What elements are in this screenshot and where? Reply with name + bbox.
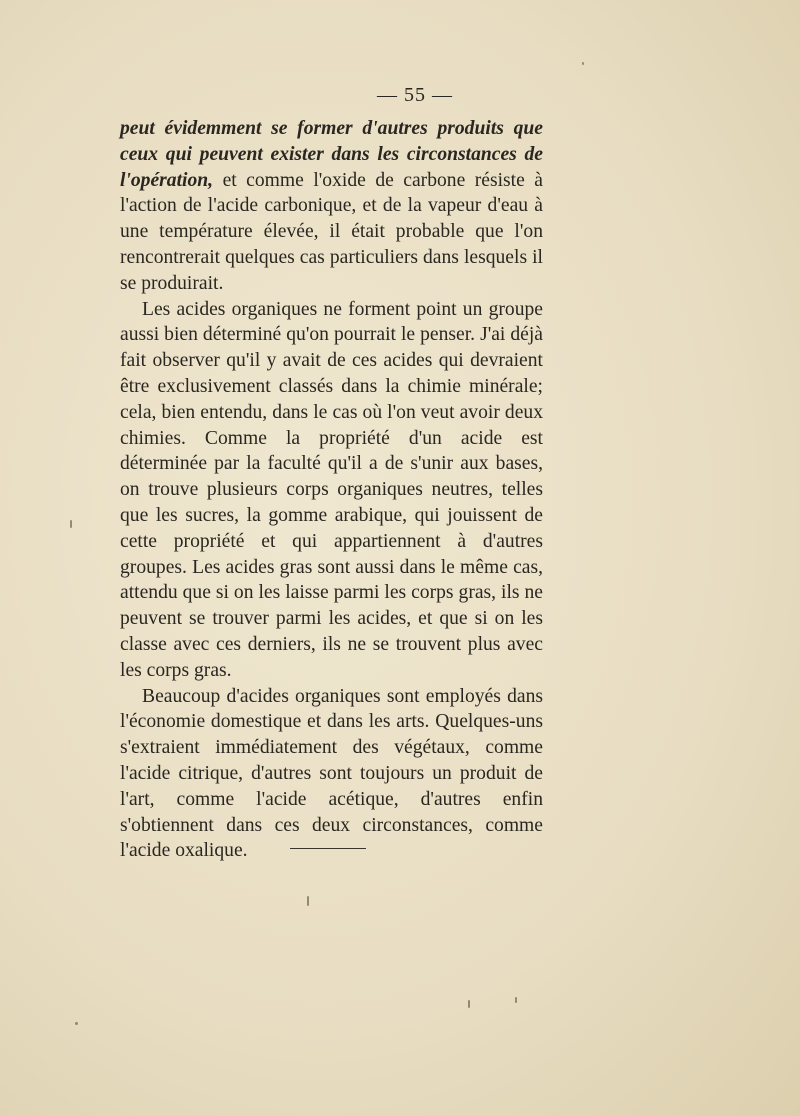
body-text [120, 116, 543, 864]
speck [468, 1000, 470, 1008]
speck [75, 1022, 78, 1025]
paragraph-2 [120, 297, 543, 684]
paragraph-3-text: Beaucoup d'acides organiques sont employés dans l'économie domestique et dans les arts. Quelques-uns s'extraient immédiatement des végétaux, comme l'acide citrique, d'autres sont toujours un produit de l'art, comme l'acide acétique, d'autres enfin s'obtiennent dans ces deux circonstances, comme l'acide oxalique. [120, 685, 543, 862]
paragraph-1-italic-lead: peut évidemment se former d'autres produits que ceux qui peuvent exister dans les circonstances de l'opération, [120, 118, 543, 191]
paragraph-1 [120, 116, 543, 297]
speck [582, 62, 584, 65]
page-number: — 55 — [377, 84, 453, 106]
speck [70, 520, 72, 528]
paragraph-2-text: Les acides organiques ne forment point un groupe aussi bien déterminé qu'on pourrait le penser. J'ai déjà fait observer qu'il y avait de ces acides qui devraient être exclusivement classés dans la chimie minérale; cela, bien entendu, dans le cas où l'on veut avoir deux chimies. Comme la propriété d'un acide est déterminée par la faculté qu'il a de s'unir aux bases, on trouve plusieurs corps organiques neutres, telles que les sucres, la gomme arabique, qui jouissent de cette propriété et qui appartiennent à d'autres groupes. Les acides gras sont aussi dans le même cas, attendu que si on les laisse parmi les corps gras, ils ne peuvent se trouver parmi les acides, et que si on les classe avec ces derniers, ils ne se trouvent plus avec les corps gras. [120, 298, 543, 681]
speck [307, 896, 309, 906]
end-rule [290, 848, 366, 849]
paragraph-3 [120, 684, 543, 865]
paragraph-1-text: et comme l'oxide de carbone résiste à l'action de l'acide carbonique, et de la vapeur d'eau à une température élevée, il était probable que l'on rencontrerait quelques cas particuliers dans lesquels il se produirait. [120, 169, 543, 294]
speck [515, 997, 517, 1003]
